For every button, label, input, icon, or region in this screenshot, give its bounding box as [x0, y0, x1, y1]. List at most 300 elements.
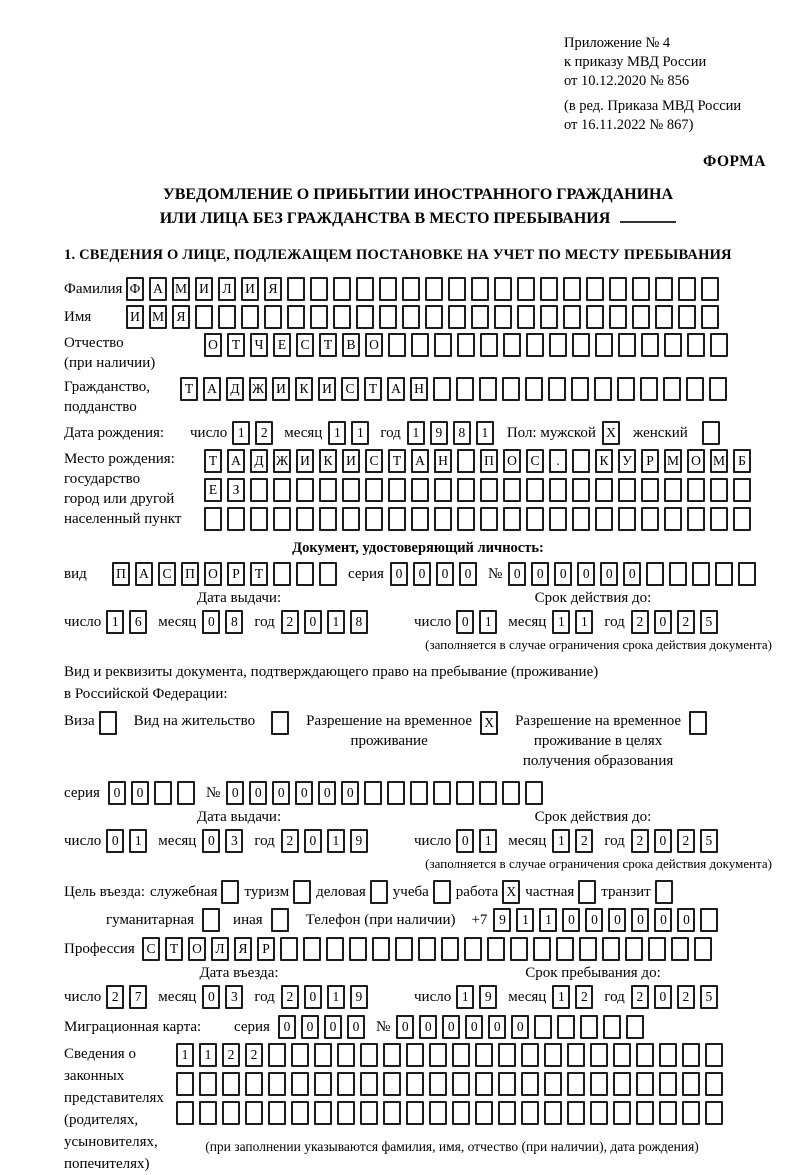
char-cell[interactable] [563, 277, 581, 301]
char-cell[interactable] [602, 937, 620, 961]
char-cell[interactable]: 9 [479, 985, 497, 1009]
representatives-cells-row2[interactable] [176, 1072, 728, 1096]
char-cell[interactable]: С [142, 937, 160, 961]
char-cell[interactable]: Т [204, 449, 222, 473]
char-cell[interactable] [641, 478, 659, 502]
char-cell[interactable] [603, 1015, 621, 1039]
char-cell[interactable] [548, 377, 566, 401]
char-cell[interactable]: 0 [623, 562, 641, 586]
char-cell[interactable] [303, 937, 321, 961]
char-cell[interactable] [595, 507, 613, 531]
char-cell[interactable]: В [342, 333, 360, 357]
char-cell[interactable] [364, 781, 382, 805]
char-cell[interactable] [429, 1043, 447, 1067]
char-cell[interactable] [319, 562, 337, 586]
char-cell[interactable] [613, 1072, 631, 1096]
char-cell[interactable] [682, 1043, 700, 1067]
char-cell[interactable] [655, 305, 673, 329]
char-cell[interactable]: 1 [129, 829, 147, 853]
char-cell[interactable]: 0 [249, 781, 267, 805]
char-cell[interactable] [406, 1043, 424, 1067]
birth-place-cells-row3[interactable] [204, 507, 756, 531]
char-cell[interactable] [503, 478, 521, 502]
char-cell[interactable]: 2 [677, 985, 695, 1009]
residence-valid-year-cells[interactable] [631, 829, 723, 853]
char-cell[interactable]: 7 [129, 985, 147, 1009]
char-cell[interactable]: О [188, 937, 206, 961]
char-cell[interactable] [498, 1101, 516, 1125]
char-cell[interactable]: 8 [350, 610, 368, 634]
char-cell[interactable]: 0 [419, 1015, 437, 1039]
char-cell[interactable]: И [342, 449, 360, 473]
char-cell[interactable]: 2 [281, 610, 299, 634]
char-cell[interactable] [525, 781, 543, 805]
char-cell[interactable] [154, 781, 172, 805]
char-cell[interactable] [411, 333, 429, 357]
char-cell[interactable] [268, 1043, 286, 1067]
char-cell[interactable] [379, 305, 397, 329]
char-cell[interactable]: М [710, 449, 728, 473]
char-cell[interactable]: Т [250, 562, 268, 586]
residence-series-cells[interactable] [108, 781, 200, 805]
char-cell[interactable] [709, 377, 727, 401]
char-cell[interactable] [664, 478, 682, 502]
char-cell[interactable] [517, 305, 535, 329]
char-cell[interactable]: А [149, 277, 167, 301]
char-cell[interactable] [425, 277, 443, 301]
char-cell[interactable] [494, 305, 512, 329]
char-cell[interactable] [457, 478, 475, 502]
char-cell[interactable]: Т [388, 449, 406, 473]
char-cell[interactable] [434, 507, 452, 531]
char-cell[interactable] [710, 478, 728, 502]
identity-valid-day-cells[interactable] [456, 610, 502, 634]
char-cell[interactable] [360, 1072, 378, 1096]
char-cell[interactable] [319, 478, 337, 502]
char-cell[interactable]: К [295, 377, 313, 401]
char-cell[interactable]: 0 [341, 781, 359, 805]
char-cell[interactable]: Р [227, 562, 245, 586]
char-cell[interactable] [457, 333, 475, 357]
char-cell[interactable] [429, 1072, 447, 1096]
stay-month-cells[interactable] [552, 985, 598, 1009]
identity-issue-year-cells[interactable] [281, 610, 373, 634]
char-cell[interactable] [296, 478, 314, 502]
char-cell[interactable] [705, 1043, 723, 1067]
char-cell[interactable] [525, 377, 543, 401]
char-cell[interactable]: Р [257, 937, 275, 961]
char-cell[interactable]: 2 [281, 985, 299, 1009]
char-cell[interactable]: 0 [562, 908, 580, 932]
char-cell[interactable] [479, 781, 497, 805]
birth-year-cells[interactable] [407, 421, 499, 445]
char-cell[interactable] [526, 333, 544, 357]
char-cell[interactable] [580, 1015, 598, 1039]
char-cell[interactable] [594, 377, 612, 401]
char-cell[interactable] [452, 1101, 470, 1125]
char-cell[interactable] [471, 305, 489, 329]
migration-series-cells[interactable] [278, 1015, 370, 1039]
char-cell[interactable]: М [149, 305, 167, 329]
char-cell[interactable]: 0 [318, 781, 336, 805]
char-cell[interactable] [202, 908, 220, 932]
char-cell[interactable] [337, 1043, 355, 1067]
char-cell[interactable] [245, 1072, 263, 1096]
char-cell[interactable] [557, 1015, 575, 1039]
doc-type-cells[interactable] [112, 562, 342, 586]
char-cell[interactable] [227, 507, 245, 531]
char-cell[interactable]: Т [319, 333, 337, 357]
char-cell[interactable] [221, 880, 239, 904]
char-cell[interactable]: Ч [250, 333, 268, 357]
char-cell[interactable] [494, 277, 512, 301]
residence-issue-day-cells[interactable] [106, 829, 152, 853]
char-cell[interactable] [287, 277, 305, 301]
char-cell[interactable]: А [203, 377, 221, 401]
char-cell[interactable] [678, 277, 696, 301]
char-cell[interactable] [487, 937, 505, 961]
char-cell[interactable]: 2 [575, 985, 593, 1009]
char-cell[interactable] [640, 377, 658, 401]
char-cell[interactable]: Д [250, 449, 268, 473]
char-cell[interactable] [549, 333, 567, 357]
char-cell[interactable]: 0 [106, 829, 124, 853]
char-cell[interactable]: 1 [106, 610, 124, 634]
char-cell[interactable]: 0 [654, 908, 672, 932]
char-cell[interactable] [572, 507, 590, 531]
char-cell[interactable]: 2 [575, 829, 593, 853]
char-cell[interactable] [540, 277, 558, 301]
char-cell[interactable] [287, 305, 305, 329]
char-cell[interactable]: Л [218, 277, 236, 301]
char-cell[interactable] [567, 1072, 585, 1096]
char-cell[interactable]: 0 [304, 985, 322, 1009]
char-cell[interactable] [99, 711, 117, 735]
char-cell[interactable] [342, 507, 360, 531]
char-cell[interactable]: 2 [631, 610, 649, 634]
char-cell[interactable]: С [365, 449, 383, 473]
char-cell[interactable]: 1 [456, 985, 474, 1009]
char-cell[interactable] [434, 478, 452, 502]
char-cell[interactable]: 1 [328, 421, 346, 445]
char-cell[interactable] [636, 1072, 654, 1096]
char-cell[interactable] [625, 937, 643, 961]
char-cell[interactable] [314, 1072, 332, 1096]
char-cell[interactable] [669, 562, 687, 586]
char-cell[interactable]: 0 [108, 781, 126, 805]
char-cell[interactable]: 0 [304, 610, 322, 634]
char-cell[interactable] [314, 1043, 332, 1067]
char-cell[interactable]: 0 [577, 562, 595, 586]
char-cell[interactable] [590, 1043, 608, 1067]
char-cell[interactable]: 1 [479, 829, 497, 853]
char-cell[interactable] [199, 1072, 217, 1096]
char-cell[interactable] [250, 507, 268, 531]
char-cell[interactable]: Е [204, 478, 222, 502]
visa-checkbox[interactable] [99, 711, 122, 735]
char-cell[interactable] [452, 1072, 470, 1096]
char-cell[interactable]: 1 [552, 985, 570, 1009]
char-cell[interactable] [526, 507, 544, 531]
char-cell[interactable] [441, 937, 459, 961]
given-name-cells[interactable] [126, 305, 724, 329]
char-cell[interactable] [360, 1101, 378, 1125]
surname-cells[interactable] [126, 277, 724, 301]
char-cell[interactable]: 1 [552, 610, 570, 634]
char-cell[interactable] [710, 333, 728, 357]
char-cell[interactable]: К [319, 449, 337, 473]
profession-cells[interactable] [142, 937, 717, 961]
residence-valid-day-cells[interactable] [456, 829, 502, 853]
char-cell[interactable] [475, 1043, 493, 1067]
char-cell[interactable]: И [318, 377, 336, 401]
char-cell[interactable] [383, 1043, 401, 1067]
char-cell[interactable] [319, 507, 337, 531]
char-cell[interactable]: 2 [255, 421, 273, 445]
char-cell[interactable]: 1 [479, 610, 497, 634]
char-cell[interactable] [641, 333, 659, 357]
char-cell[interactable] [503, 507, 521, 531]
migration-number-cells[interactable] [396, 1015, 649, 1039]
char-cell[interactable]: С [341, 377, 359, 401]
char-cell[interactable]: 1 [327, 829, 345, 853]
char-cell[interactable]: К [595, 449, 613, 473]
char-cell[interactable]: 8 [225, 610, 243, 634]
char-cell[interactable]: М [172, 277, 190, 301]
char-cell[interactable]: Т [364, 377, 382, 401]
char-cell[interactable] [526, 478, 544, 502]
char-cell[interactable] [296, 507, 314, 531]
char-cell[interactable] [632, 277, 650, 301]
char-cell[interactable]: Я [234, 937, 252, 961]
char-cell[interactable]: 1 [351, 421, 369, 445]
char-cell[interactable]: О [503, 449, 521, 473]
char-cell[interactable] [383, 1072, 401, 1096]
char-cell[interactable] [617, 377, 635, 401]
char-cell[interactable] [521, 1072, 539, 1096]
char-cell[interactable] [503, 333, 521, 357]
char-cell[interactable]: А [135, 562, 153, 586]
char-cell[interactable] [273, 507, 291, 531]
char-cell[interactable]: Н [410, 377, 428, 401]
char-cell[interactable] [590, 1072, 608, 1096]
char-cell[interactable] [659, 1101, 677, 1125]
char-cell[interactable]: И [241, 277, 259, 301]
char-cell[interactable]: 2 [677, 610, 695, 634]
char-cell[interactable]: Р [641, 449, 659, 473]
char-cell[interactable] [609, 277, 627, 301]
char-cell[interactable] [333, 305, 351, 329]
char-cell[interactable] [268, 1072, 286, 1096]
char-cell[interactable] [337, 1072, 355, 1096]
char-cell[interactable] [659, 1043, 677, 1067]
char-cell[interactable] [534, 1015, 552, 1039]
char-cell[interactable] [572, 333, 590, 357]
char-cell[interactable]: А [411, 449, 429, 473]
char-cell[interactable]: Т [227, 333, 245, 357]
char-cell[interactable] [291, 1043, 309, 1067]
char-cell[interactable] [700, 908, 718, 932]
char-cell[interactable]: 0 [488, 1015, 506, 1039]
char-cell[interactable]: 1 [199, 1043, 217, 1067]
char-cell[interactable]: 0 [202, 610, 220, 634]
char-cell[interactable] [702, 421, 720, 445]
char-cell[interactable]: 1 [176, 1043, 194, 1067]
char-cell[interactable] [310, 305, 328, 329]
char-cell[interactable]: 0 [396, 1015, 414, 1039]
char-cell[interactable]: 9 [350, 985, 368, 1009]
char-cell[interactable] [457, 449, 475, 473]
char-cell[interactable]: 1 [327, 610, 345, 634]
char-cell[interactable] [664, 333, 682, 357]
char-cell[interactable]: Я [264, 277, 282, 301]
char-cell[interactable] [626, 1015, 644, 1039]
char-cell[interactable] [222, 1072, 240, 1096]
char-cell[interactable]: 0 [585, 908, 603, 932]
char-cell[interactable] [480, 507, 498, 531]
citizenship-cells[interactable] [180, 377, 732, 401]
char-cell[interactable]: 0 [301, 1015, 319, 1039]
char-cell[interactable] [590, 1101, 608, 1125]
char-cell[interactable] [517, 277, 535, 301]
char-cell[interactable] [464, 937, 482, 961]
purpose-opt-other-checkbox[interactable] [271, 908, 294, 932]
char-cell[interactable] [222, 1101, 240, 1125]
char-cell[interactable] [682, 1101, 700, 1125]
char-cell[interactable] [618, 333, 636, 357]
char-cell[interactable] [448, 277, 466, 301]
phone-cells[interactable] [493, 908, 723, 932]
char-cell[interactable] [671, 937, 689, 961]
char-cell[interactable]: 0 [131, 781, 149, 805]
char-cell[interactable] [388, 478, 406, 502]
patronymic-cells[interactable] [204, 333, 733, 357]
char-cell[interactable] [402, 277, 420, 301]
char-cell[interactable] [365, 507, 383, 531]
char-cell[interactable] [578, 880, 596, 904]
char-cell[interactable] [595, 478, 613, 502]
purpose-opt-private-checkbox[interactable] [578, 880, 601, 904]
char-cell[interactable]: 0 [654, 985, 672, 1009]
char-cell[interactable] [429, 1101, 447, 1125]
char-cell[interactable] [648, 937, 666, 961]
char-cell[interactable] [613, 1043, 631, 1067]
char-cell[interactable] [425, 305, 443, 329]
char-cell[interactable] [370, 880, 388, 904]
char-cell[interactable] [572, 478, 590, 502]
char-cell[interactable] [733, 507, 751, 531]
char-cell[interactable] [687, 333, 705, 357]
char-cell[interactable] [556, 937, 574, 961]
char-cell[interactable]: И [195, 277, 213, 301]
char-cell[interactable]: Л [211, 937, 229, 961]
char-cell[interactable] [586, 277, 604, 301]
char-cell[interactable]: 0 [304, 829, 322, 853]
char-cell[interactable] [402, 305, 420, 329]
char-cell[interactable]: Ж [273, 449, 291, 473]
char-cell[interactable]: У [618, 449, 636, 473]
char-cell[interactable] [250, 478, 268, 502]
char-cell[interactable] [563, 305, 581, 329]
char-cell[interactable] [502, 781, 520, 805]
char-cell[interactable]: 1 [552, 829, 570, 853]
char-cell[interactable] [337, 1101, 355, 1125]
temp-residence-edu-checkbox[interactable] [689, 711, 712, 735]
char-cell[interactable] [549, 478, 567, 502]
char-cell[interactable] [636, 1043, 654, 1067]
char-cell[interactable] [705, 1101, 723, 1125]
char-cell[interactable] [241, 305, 259, 329]
char-cell[interactable] [738, 562, 756, 586]
char-cell[interactable] [694, 937, 712, 961]
char-cell[interactable] [268, 1101, 286, 1125]
purpose-opt-commercial-checkbox[interactable] [370, 880, 393, 904]
temp-residence-checkbox[interactable] [480, 711, 503, 735]
char-cell[interactable] [663, 377, 681, 401]
purpose-opt-humanitarian-checkbox[interactable] [202, 908, 225, 932]
char-cell[interactable]: М [664, 449, 682, 473]
char-cell[interactable] [687, 478, 705, 502]
char-cell[interactable] [271, 908, 289, 932]
char-cell[interactable] [456, 377, 474, 401]
char-cell[interactable]: 0 [456, 610, 474, 634]
char-cell[interactable]: 0 [226, 781, 244, 805]
char-cell[interactable] [406, 1072, 424, 1096]
char-cell[interactable] [310, 277, 328, 301]
char-cell[interactable] [291, 1072, 309, 1096]
char-cell[interactable]: 0 [608, 908, 626, 932]
char-cell[interactable] [498, 1043, 516, 1067]
char-cell[interactable]: 3 [225, 985, 243, 1009]
char-cell[interactable] [636, 1101, 654, 1125]
char-cell[interactable]: 0 [511, 1015, 529, 1039]
char-cell[interactable] [434, 333, 452, 357]
char-cell[interactable] [701, 305, 719, 329]
entry-year-cells[interactable] [281, 985, 373, 1009]
char-cell[interactable] [655, 277, 673, 301]
char-cell[interactable]: 0 [202, 985, 220, 1009]
char-cell[interactable] [411, 507, 429, 531]
birth-place-cells-row1[interactable] [204, 449, 756, 473]
char-cell[interactable] [245, 1101, 263, 1125]
char-cell[interactable]: З [227, 478, 245, 502]
char-cell[interactable] [177, 781, 195, 805]
char-cell[interactable] [342, 478, 360, 502]
char-cell[interactable]: Е [273, 333, 291, 357]
char-cell[interactable] [678, 305, 696, 329]
char-cell[interactable]: 1 [407, 421, 425, 445]
char-cell[interactable] [701, 277, 719, 301]
char-cell[interactable]: О [687, 449, 705, 473]
char-cell[interactable]: 0 [465, 1015, 483, 1039]
identity-issue-day-cells[interactable] [106, 610, 152, 634]
purpose-opt-business-checkbox[interactable] [221, 880, 244, 904]
char-cell[interactable]: Ф [126, 277, 144, 301]
char-cell[interactable]: 0 [654, 610, 672, 634]
char-cell[interactable] [689, 711, 707, 735]
char-cell[interactable]: 0 [554, 562, 572, 586]
char-cell[interactable]: И [126, 305, 144, 329]
char-cell[interactable] [544, 1043, 562, 1067]
char-cell[interactable] [632, 305, 650, 329]
char-cell[interactable]: О [204, 333, 222, 357]
char-cell[interactable]: И [296, 449, 314, 473]
char-cell[interactable] [540, 305, 558, 329]
char-cell[interactable] [705, 1072, 723, 1096]
doc-number-cells[interactable] [508, 562, 761, 586]
char-cell[interactable] [387, 781, 405, 805]
birth-day-cells[interactable] [232, 421, 278, 445]
